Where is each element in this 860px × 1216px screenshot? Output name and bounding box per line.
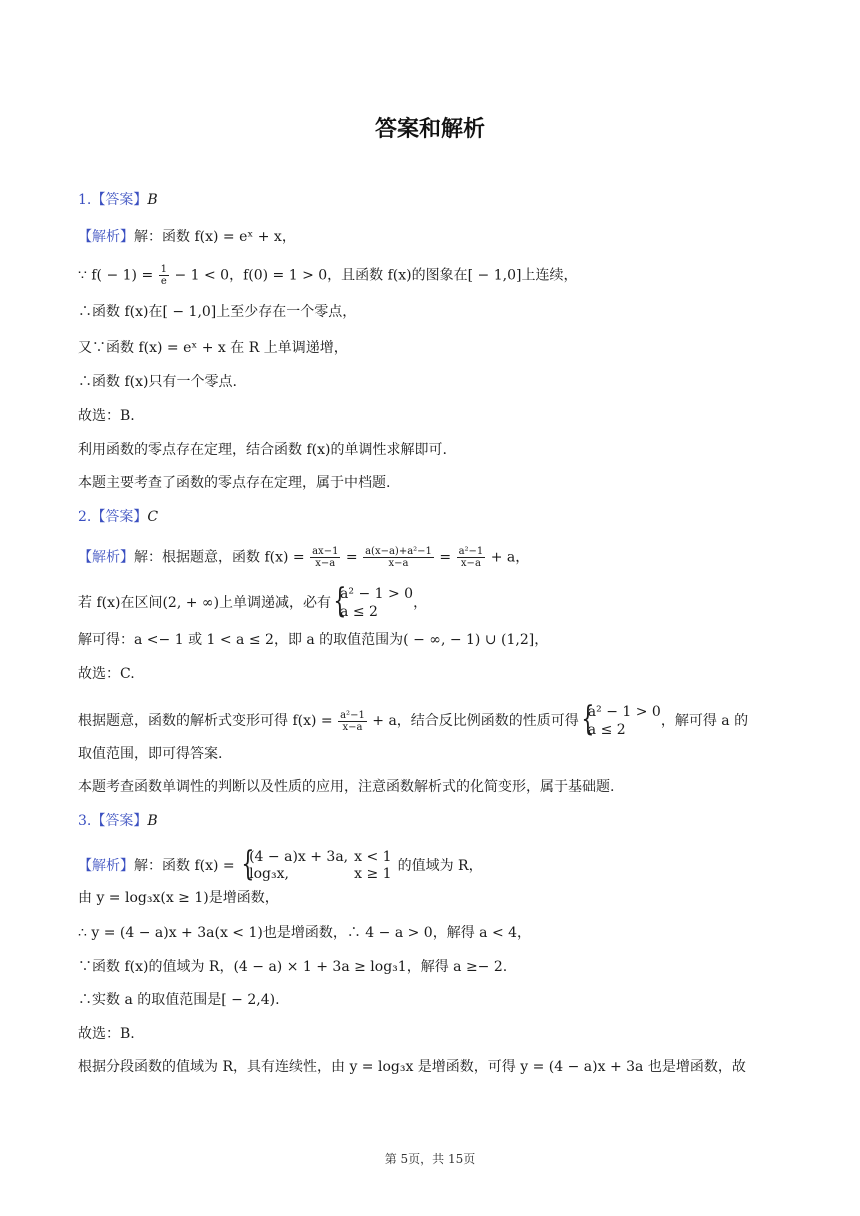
page-footer: 第 5页，共 15页 xyxy=(384,1152,476,1166)
q3-case-2-cond: x ≥ 1 xyxy=(354,866,392,882)
q1-frac-den: e xyxy=(160,276,167,287)
q2-analysis-line-4: 故选：C. xyxy=(78,666,135,682)
q3-analysis-line-6: 故选：B. xyxy=(78,1026,135,1042)
q2-frac-3-num: a²−1 xyxy=(458,546,484,557)
q2-frac-4 xyxy=(338,710,367,733)
q2-text-5b: + a，结合反比例函数的性质可得 xyxy=(367,713,579,729)
q2-text-5a: 根据题意，函数的解析式变形可得 f(x) = xyxy=(78,713,338,729)
q3-text-1b: 的值域为 R， xyxy=(397,858,483,874)
q2-answer-tag: 【答案】 xyxy=(91,509,148,525)
q2-analysis-line-5 xyxy=(78,703,748,739)
q2-frac-1-num: ax−1 xyxy=(312,546,339,557)
q1-answer-tag: 【答案】 xyxy=(91,192,148,208)
q2-system-2-row-2: a ≤ 2 xyxy=(587,722,626,738)
q2-analysis-tag: 【解析】 xyxy=(78,549,134,566)
q2-analysis-line-7: 本题考查函数单调性的判断以及性质的应用，注意函数解析式的化简变形，属于基础题. xyxy=(78,779,615,795)
q3-analysis-tag: 【解析】 xyxy=(78,858,134,874)
q3-analysis-line-4: ∵函数 f(x)的值域为 R，(4 − a) × 1 + 3a ≥ log₃1，解得 a ≥− 2. xyxy=(78,959,508,975)
q1-text-1: 解：函数 f(x) = eˣ + x， xyxy=(134,229,296,245)
q1-analysis-line-7: 利用函数的零点存在定理，结合函数 f(x)的单调性求解即可. xyxy=(78,442,447,458)
q2-answer-line xyxy=(78,507,158,527)
q2-system-row-1: { a² − 1 > 0 xyxy=(340,586,414,602)
q3-case-1-expr: { (4 − a)x + 3a, xyxy=(249,849,349,865)
q2-frac-2-num: a(x−a)+a²−1 xyxy=(365,546,432,557)
q2-system xyxy=(331,585,413,621)
q2-frac-3-den: x−a xyxy=(460,558,481,569)
q3-analysis-line-1 xyxy=(78,849,483,883)
q1-answer: B xyxy=(147,192,158,208)
q1-fraction xyxy=(159,264,169,287)
q3-answer-tag: 【答案】 xyxy=(91,813,148,829)
page-title: 答案和解析 xyxy=(374,117,485,142)
q2-frac-4-num: a²−1 xyxy=(340,709,365,721)
q1-text-2a: ∵ f( − 1) = xyxy=(78,267,158,284)
q2-frac-3 xyxy=(457,546,486,569)
q1-analysis-line-2 xyxy=(78,264,577,287)
q2-analysis-line-1: 【解析】解：根据题意，函数 f(x) = $\frac{ax-1}{x-a}$ = $\frac{\text{a(x−a)+a²−1}}{x-a}$ = $\frac{\text{a²−1}}{x-a}$ + a， xyxy=(78,546,530,569)
q3-case-2-expr: log₃x, xyxy=(249,866,289,882)
q3-analysis-line-7: 根据分段函数的值域为 R，具有连续性，由 y = log₃x 是增函数，可得 y = (4 − a)x + 3a 也是增函数，故 xyxy=(78,1059,746,1075)
q2-frac-1-den: x−a xyxy=(315,558,336,569)
q2-system-row-2: a ≤ 2 xyxy=(340,604,378,620)
q2-number: 2. xyxy=(78,509,92,525)
q1-analysis-line-3: ∴函数 f(x)在[ − 1,0]上至少存在一个零点， xyxy=(78,304,357,320)
q1-analysis-tag: 【解析】 xyxy=(78,229,134,245)
q1-analysis-line-6: 故选：B. xyxy=(78,408,135,424)
q3-analysis-line-3: ∴ y = (4 − a)x + 3a(x < 1)也是增函数，∴ 4 − a > 0，解得 a < 4， xyxy=(78,925,532,941)
q2-analysis-line-2 xyxy=(78,585,427,621)
q3-piecewise xyxy=(239,849,397,883)
q2-frac-1 xyxy=(310,546,340,569)
q1-analysis-line-8: 本题主要考查了函数的零点存在定理，属于中档题. xyxy=(78,475,391,491)
q2-text-1a: 解：根据题意，函数 f(x) = xyxy=(134,549,310,566)
q1-number: 1. xyxy=(78,192,92,208)
q3-answer-line xyxy=(78,811,158,831)
q3-analysis-line-5: ∴实数 a 的取值范围是[ − 2,4). xyxy=(78,992,280,1008)
q3-text-1a: 解：函数 f(x) = xyxy=(134,858,240,874)
q1-frac-num: 1 xyxy=(160,264,168,275)
q3-case-1-cond: x < 1 xyxy=(354,849,392,865)
q2-text-1b: + a， xyxy=(486,549,530,566)
q3-number: 3. xyxy=(78,813,92,829)
q2-answer: C xyxy=(147,509,159,525)
q2-frac-4-den: x−a xyxy=(342,721,363,733)
q2-frac-2-den: x−a xyxy=(388,558,409,569)
q2-text-5c: ，解可得 a 的 xyxy=(660,713,749,729)
q2-system-2 xyxy=(579,703,661,739)
q2-text-2b: ， xyxy=(413,595,428,611)
q1-analysis-line-4: 又∵函数 f(x) = eˣ + x 在 R 上单调递增， xyxy=(78,340,348,356)
q2-text-2a: 若 f(x)在区间(2, + ∞)上单调递减，必有 xyxy=(78,595,332,611)
q3-analysis-line-2: 由 y = log₃x(x ≥ 1)是增函数， xyxy=(78,890,279,906)
q2-frac-2 xyxy=(363,546,434,569)
q1-analysis-line-1 xyxy=(78,227,296,247)
q3-answer: B xyxy=(147,813,158,829)
q2-system-2-row-1: { a² − 1 > 0 xyxy=(587,704,661,720)
q1-answer-line xyxy=(78,190,158,210)
q2-analysis-line-3: 解可得：a <− 1 或 1 < a ≤ 2，即 a 的取值范围为( − ∞, − 1) ∪ (1,2]， xyxy=(78,632,549,648)
q2-analysis-line-6: 取值范围，即可得答案. xyxy=(78,746,223,762)
q1-analysis-line-5: ∴函数 f(x)只有一个零点. xyxy=(78,374,237,390)
q1-text-2b: − 1 < 0，f(0) = 1 > 0，且函数 f(x)的图象在[ − 1,0]上连续， xyxy=(170,267,578,284)
